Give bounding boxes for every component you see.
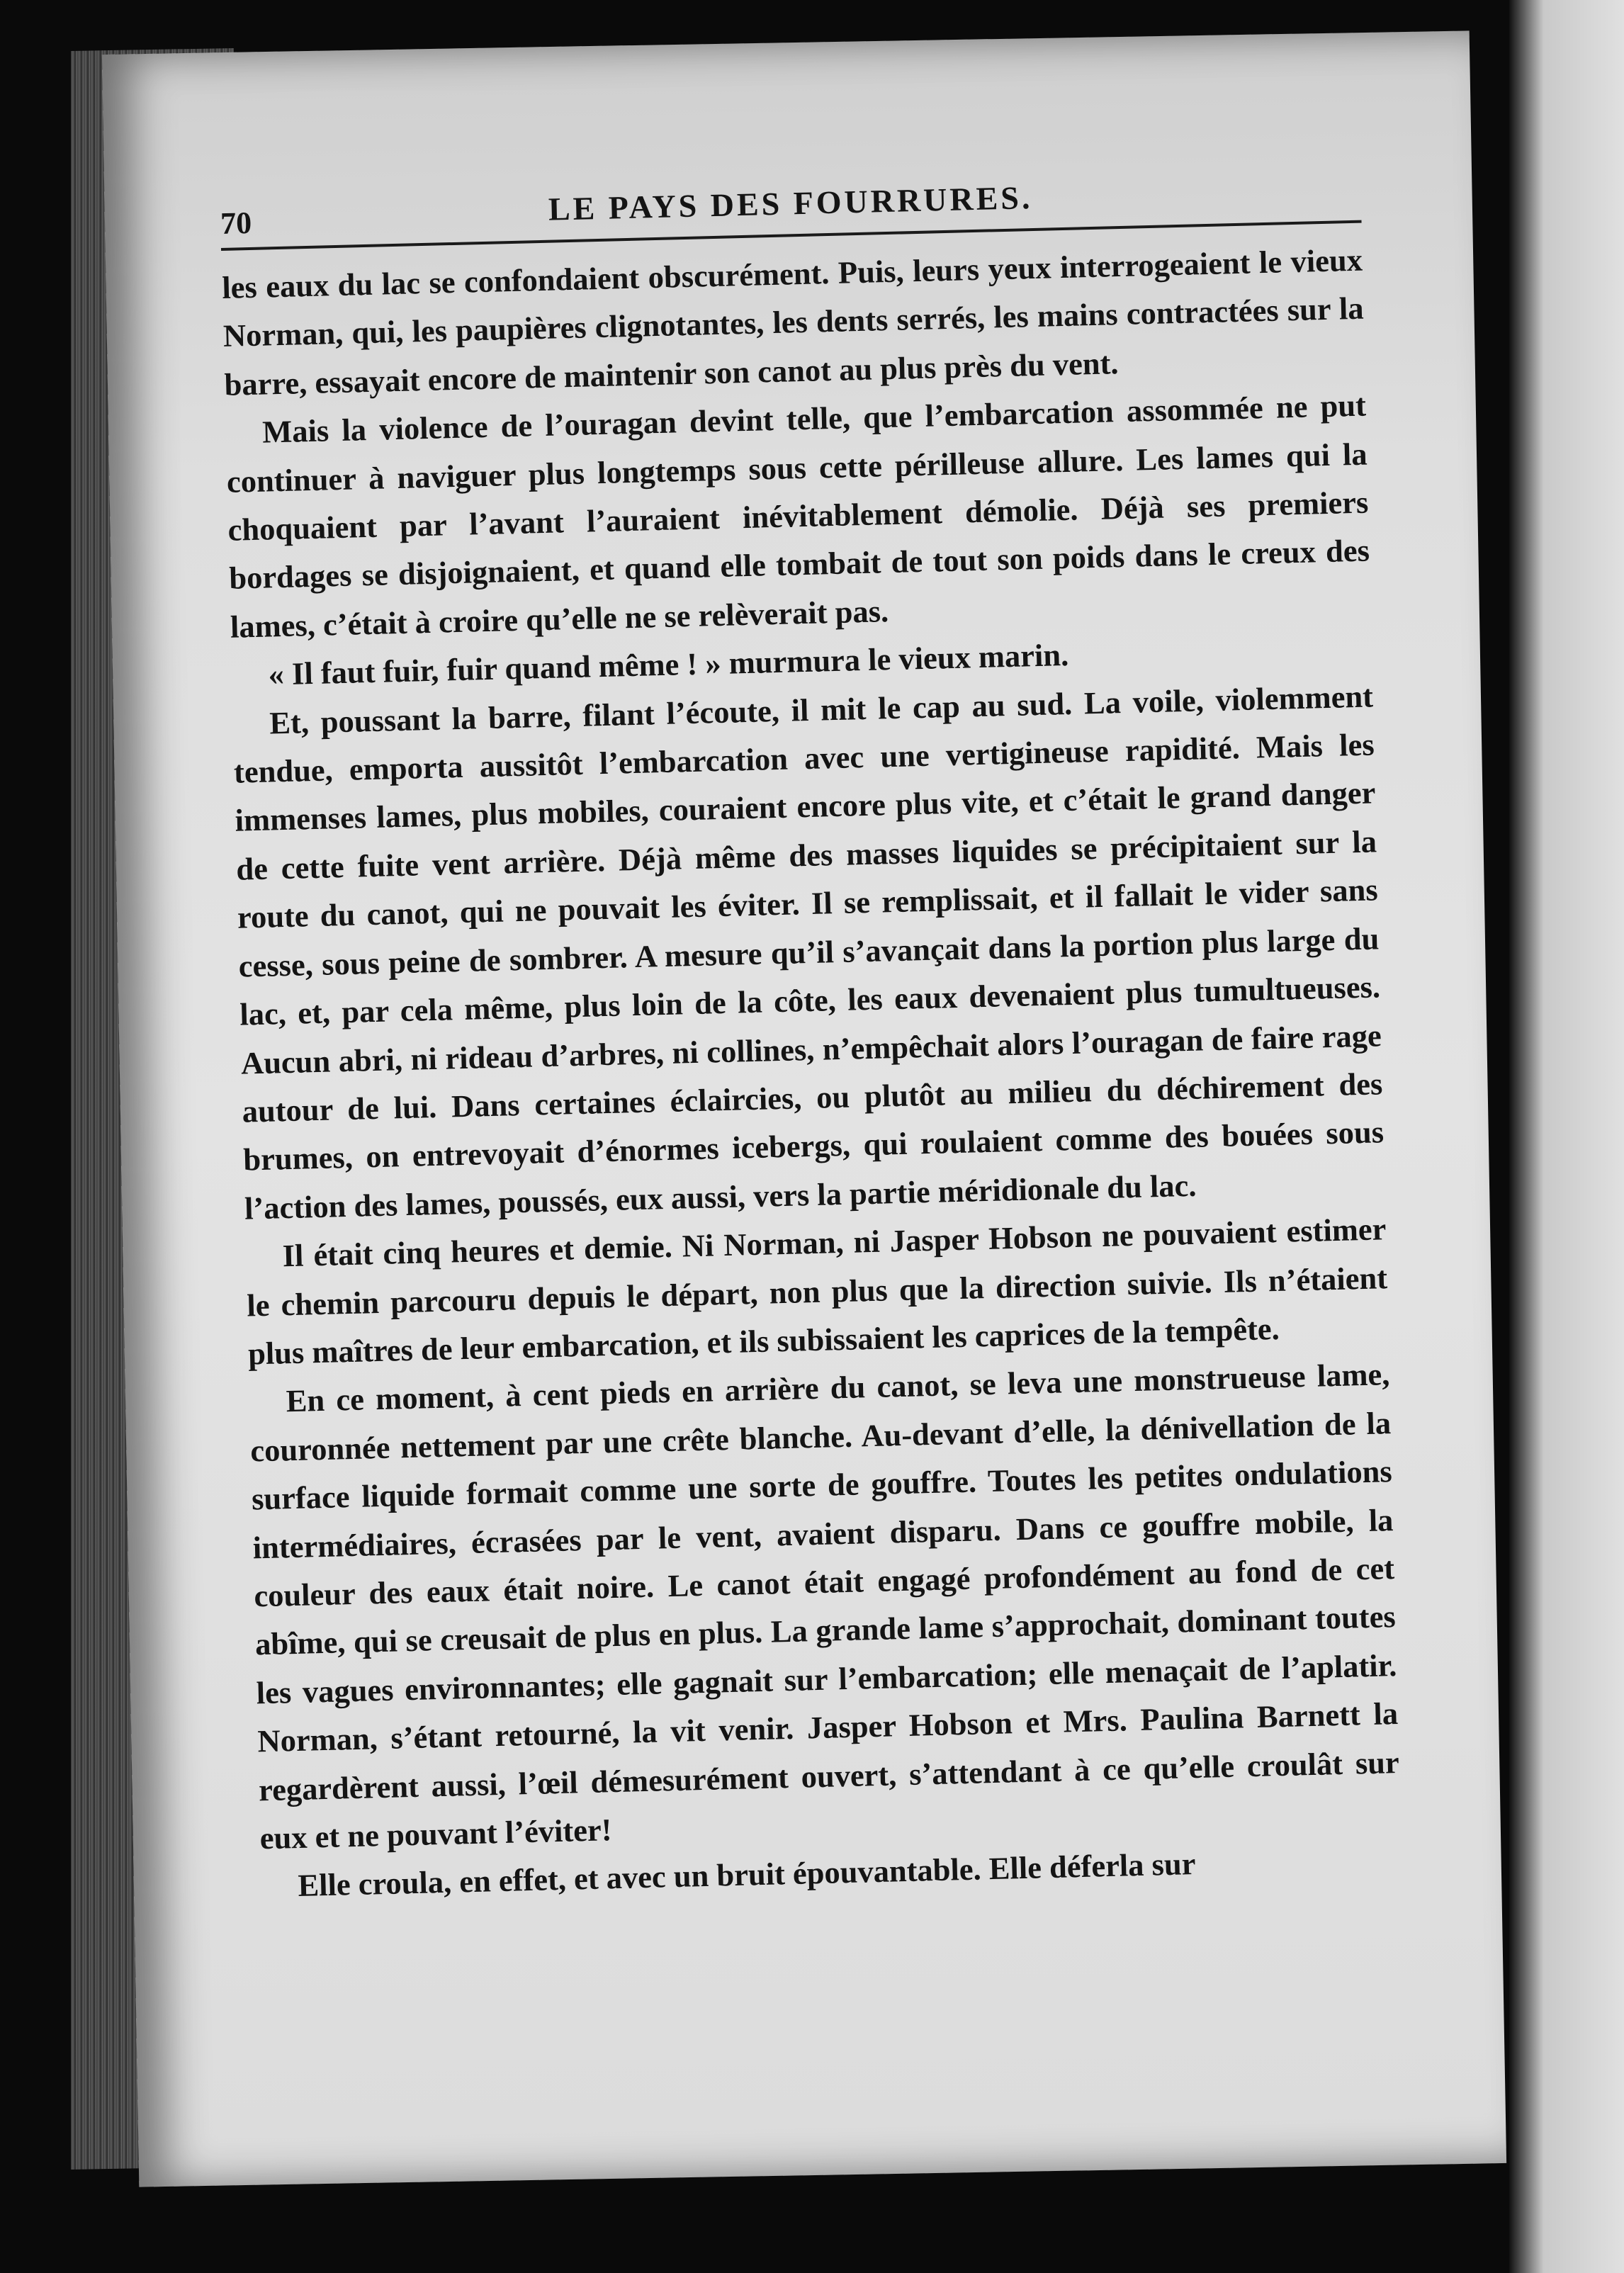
running-title: LE PAYS DES FOURRURES. xyxy=(548,179,1033,227)
paragraph-4: Et, poussant la barre, filant l’écoute, il mit le cap au sud. La voile, violemment tendue, emporta aussitôt l’embarcation avec une vertigineuse rapidité. Mais les immenses lames, plus mobiles, couraient encore plus vite, et c’était le grand danger de cette fuite vent arrière. Déjà même des masses liquides se précipitaient sur la route du canot, qui ne pouvait les éviter. Il se remplissait, et il fallait le vider sans cesse, sous peine de sombrer. A mesure qu’il s’avançait dans la portion plus large du lac, et, par cela même, plus loin de la côte, les eaux devenaient plus tumultueuses. Aucun abri, ni rideau d’arbres, ni collines, n’empêchait alors l’ouragan de faire rage autour de lui. Dans certaines éclaircies, ou plutôt au milieu du déchirement des brumes, on entrevoyait d’énormes icebergs, qui roulaient comme des bouées sous l’action des lames, poussés, eux aussi, vers la partie méridionale du lac. xyxy=(233,678,1385,1226)
paragraph-2: Mais la violence de l’ouragan devint telle, que l’embarcation assommée ne put continuer à naviguer plus longtemps sous cette périlleuse allure. Les lames qui la choquaient par l’avant l’auraient inévitablement démolie. Déjà ses premiers bordages se disjoignaient, et quand elle tombait de tout son poids dans le creux des lames, c’était à croire qu’elle ne se relèverait pas. xyxy=(226,387,1370,645)
paragraph-3: « Il faut fuir, fuir quand même ! » murmura le vieux marin. xyxy=(268,637,1069,692)
paragraph-7: Elle croula, en effet, et avec un bruit épouvantable. Elle déferla sur xyxy=(297,1846,1196,1904)
paragraph-5: Il était cinq heures et demie. Ni Norman, ni Jasper Hobson ne pouvaient estimer le chemin parcouru depuis le départ, non plus que la direction suivie. Ils n’étaient plus maîtres de leur embarcation, et ils subissaient les caprices de la tempête. xyxy=(246,1211,1388,1372)
page-content xyxy=(220,164,1402,1911)
page-number: 70 xyxy=(220,205,252,241)
paragraph-6: En ce moment, à cent pieds en arrière du canot, se leva une monstrueuse lame, couronnée nettement par une crête blanche. Au-devant d’elle, la dénivellation de la surface liquide formait comme une sorte de gouffre. Toutes les petites ondulations intermédiaires, écrasées par le vent, avaient disparu. Dans ce gouffre mobile, la couleur des eaux était noire. Le canot était engagé profondément au fond de cet abîme, qui se creusait de plus en plus. La grande lame s’approchait, dominant toutes les vagues environnantes; elle gagnait sur l’embarcation; elle menaçait de l’aplatir. Norman, s’étant retourné, la vit venir. Jasper Hobson et Mrs. Paulina Barnett la regardèrent aussi, l’œil démesurément ouvert, s’attendant à ce qu’elle croulât sur eux et ne pouvant l’éviter! xyxy=(249,1356,1400,1856)
paragraph-1: les eaux du lac se confondaient obscurément. Puis, leurs yeux interrogeaient le vieux Norman, qui, les paupières clignotantes, les dents serrés, les mains contractées sur la barre, essayait encore de maintenir son canot au plus près du vent. xyxy=(221,242,1365,402)
body-text xyxy=(221,236,1402,1911)
facing-page-edge xyxy=(1509,0,1624,2273)
